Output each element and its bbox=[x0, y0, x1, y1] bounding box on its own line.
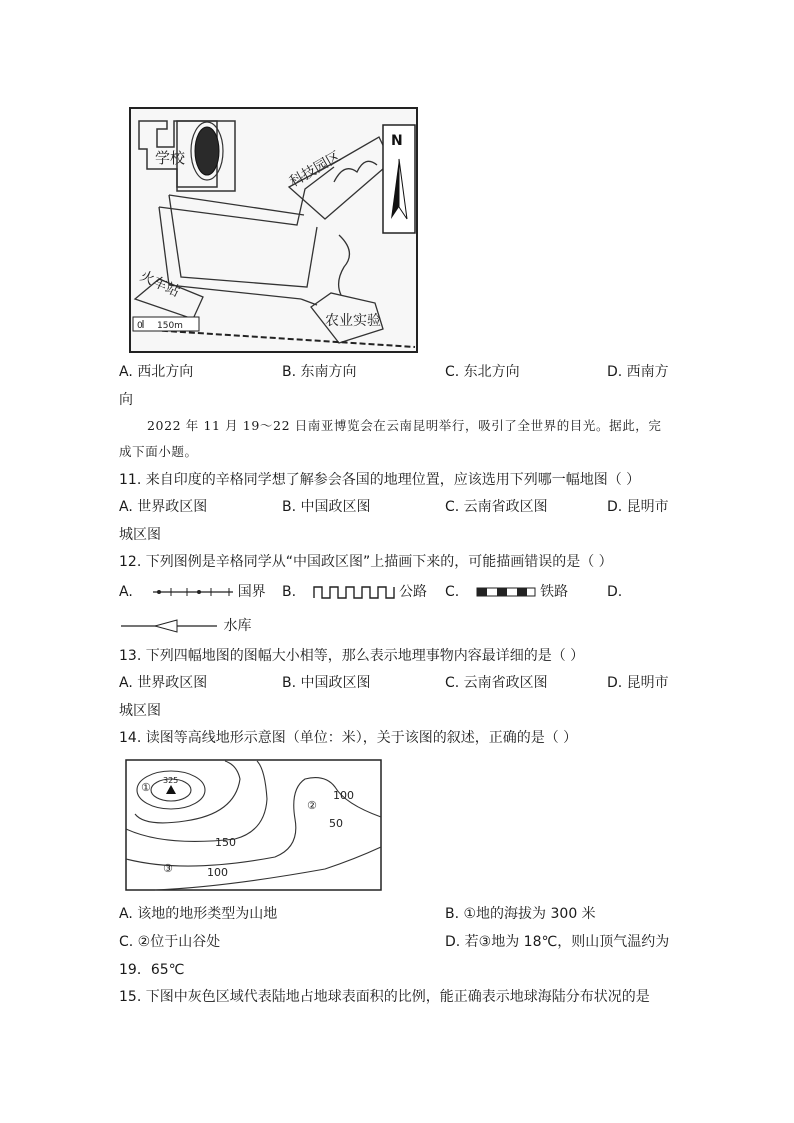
q11-option-d[interactable]: D. 昆明市 bbox=[607, 499, 669, 515]
q10-option-b[interactable]: B. 东南方向 bbox=[282, 364, 357, 380]
q11-option-c[interactable]: C. 云南省政区图 bbox=[445, 499, 548, 515]
q12-option-b-text: 公路 bbox=[398, 584, 427, 600]
q13-option-b[interactable]: B. 中国政区图 bbox=[282, 675, 371, 691]
q12-option-d-text: 水库 bbox=[223, 618, 252, 634]
q13-option-d[interactable]: D. 昆明市 bbox=[607, 675, 669, 691]
north-label: N bbox=[391, 133, 403, 149]
q11-stem: 11. 来自印度的辛格同学想了解参会各国的地理位置，应该选用下列哪一幅地图（ ） bbox=[119, 472, 641, 488]
agri-label: 农业实验 bbox=[325, 313, 381, 329]
point-2-label: ② bbox=[307, 799, 317, 812]
contour-150-label: 150 bbox=[215, 836, 236, 849]
point-3-label: ③ bbox=[163, 862, 173, 875]
contour-100-right-label: 100 bbox=[333, 789, 354, 802]
q12-option-b-label: B. bbox=[282, 584, 297, 600]
railway-symbol-icon bbox=[476, 587, 536, 597]
q13-stem: 13. 下列四幅地图的图幅大小相等，那么表示地理事物内容最详细的是（ ） bbox=[119, 648, 585, 664]
q11-option-b[interactable]: B. 中国政区图 bbox=[282, 499, 371, 515]
q10-option-d[interactable]: D. 西南方 bbox=[607, 364, 669, 380]
contour-map-svg bbox=[125, 759, 382, 891]
q14-option-a[interactable]: A. 该地的地形类型为山地 bbox=[119, 906, 278, 922]
q13-option-a[interactable]: A. 世界政区图 bbox=[119, 675, 208, 691]
q13-option-c[interactable]: C. 云南省政区图 bbox=[445, 675, 548, 691]
point-1-label: ① bbox=[141, 781, 151, 794]
tech-park-label: 科技园区 bbox=[287, 148, 344, 191]
highway-symbol-icon bbox=[313, 585, 395, 599]
q12-option-a[interactable] bbox=[119, 582, 266, 602]
q10-option-c[interactable]: C. 东北方向 bbox=[445, 364, 520, 380]
station-label: 火车站 bbox=[137, 268, 183, 301]
q13-option-d-wrap: 城区图 bbox=[119, 703, 161, 719]
campus-map-svg bbox=[129, 107, 418, 353]
q12-option-d[interactable] bbox=[119, 616, 251, 636]
q12-option-d-label[interactable]: D. bbox=[607, 584, 623, 600]
q12-option-c-text: 铁路 bbox=[540, 584, 569, 600]
q10-option-a[interactable]: A. 西北方向 bbox=[119, 364, 194, 380]
q14-option-d-wrap: 19．65℃ bbox=[119, 962, 185, 978]
passage-line-1: 2022 年 11 月 19～22 日南亚博览会在云南昆明举行，吸引了全世界的目光。据此，完 bbox=[147, 418, 662, 433]
q14-stem: 14. 读图等高线地形示意图（单位：米），关于该图的叙述，正确的是（ ） bbox=[119, 730, 578, 746]
passage-line-2: 成下面小题。 bbox=[119, 444, 198, 459]
q12-option-a-text: 国界 bbox=[237, 584, 266, 600]
contour-50-label: 50 bbox=[329, 817, 343, 830]
q12-option-c-label: C. bbox=[445, 584, 460, 600]
q12-option-b[interactable] bbox=[282, 582, 427, 602]
school-label: 学校 bbox=[155, 149, 186, 167]
q12-stem: 12. 下列图例是辛格同学从“中国政区图”上描画下来的，可能描画错误的是（ ） bbox=[119, 554, 613, 570]
contour-map-figure bbox=[125, 759, 382, 891]
q14-option-d[interactable]: D. 若③地为 18℃，则山顶气温约为 bbox=[445, 934, 670, 950]
reservoir-symbol-icon bbox=[119, 619, 219, 633]
scale-distance-label: 150m bbox=[157, 321, 183, 331]
q15-stem: 15. 下图中灰色区域代表陆地占地球表面积的比例，能正确表示地球海陆分布状况的是 bbox=[119, 989, 650, 1005]
q10-option-d-wrap: 向 bbox=[119, 392, 133, 408]
q12-option-c[interactable] bbox=[445, 582, 568, 602]
q14-option-b[interactable]: B. ①地的海拔为 300 米 bbox=[445, 906, 596, 922]
contour-100-bottom-label: 100 bbox=[207, 866, 228, 879]
peak-elevation-label: 325 bbox=[163, 776, 179, 785]
q11-option-d-wrap: 城区图 bbox=[119, 527, 161, 543]
scale-zero-label: 0 bbox=[137, 321, 143, 331]
q11-option-a[interactable]: A. 世界政区图 bbox=[119, 499, 208, 515]
campus-map-figure bbox=[129, 107, 418, 353]
q12-option-a-label: A. bbox=[119, 584, 133, 600]
boundary-symbol-icon bbox=[153, 586, 233, 598]
q14-option-c[interactable]: C. ②位于山谷处 bbox=[119, 934, 221, 950]
